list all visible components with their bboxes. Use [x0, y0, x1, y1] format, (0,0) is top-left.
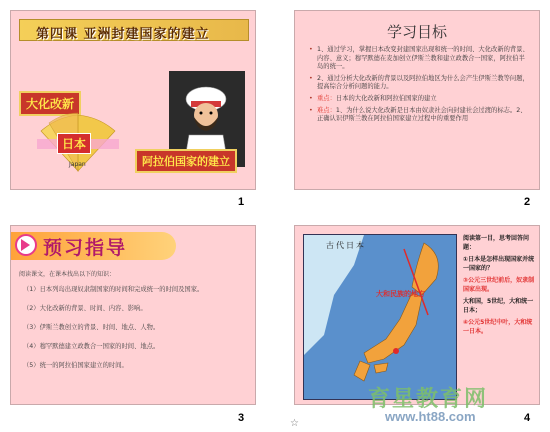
objectives-list [309, 46, 531, 127]
answer-text: ③公元三世纪前后，奴隶制国家出现。 [463, 277, 535, 293]
slide-3-intro: 阅读课文，在课本找出以下的知识： [19, 271, 116, 278]
preview-list [23, 286, 203, 381]
star-icon: ☆ [290, 418, 299, 429]
list-item: • 1、通过学习，掌握日本改变封建国家出现和统一的时间、大化改新的背景、内容、意义；穆罕默德在麦加创立伊斯兰教和建立政教合一国家，阿拉伯半岛的统一。 [309, 46, 529, 71]
question-text: 大和国，5世纪，大和统一日本； [463, 298, 534, 314]
slide-4-questions [463, 234, 535, 339]
slide-2-title: 学习目标 [386, 23, 447, 41]
list-item: • 重点：日本的大化改新和阿拉伯国家的建立 [309, 94, 437, 102]
japan-en-label: Japan [69, 161, 86, 168]
slide-1-thumbnail[interactable] [10, 10, 256, 190]
list-item: • 2、通过分析大化改新的背景以及阿拉伯地区为什么会产生伊斯兰教等问题，提高综合分析问题的能力。 [309, 74, 529, 91]
list-item: （4）穆罕默德建立政教合一国家的时间、地点。 [23, 343, 160, 350]
list-item: （1）日本列岛出现奴隶制国家的时间和完成统一的时间及国家。 [23, 286, 204, 293]
slide-number-1: 1 [238, 196, 245, 208]
question-text: 阅读第一目，思考回答问题： [463, 235, 530, 251]
list-item: （2）大化改新的背景、时间、内容、影响。 [23, 305, 147, 312]
list-item: • 难点：1、为什么说大化改新是日本由奴隶社会向封建社会过渡的标志。2、正确认识伊斯兰教在阿拉伯国家建立过程中的重要作用 [309, 106, 527, 123]
list-item: （3）伊斯兰教创立的背景、时间、地点、人物。 [23, 324, 160, 331]
arab-figure-icon [171, 79, 241, 159]
badge-taika-reform: 大化改新 [19, 91, 81, 116]
slide-number-4: 4 [524, 412, 531, 424]
slide-1-title: 第四课 亚洲封建国家的建立 [36, 27, 210, 42]
japan-map-icon [304, 235, 456, 399]
list-item: （5）统一的阿拉伯国家建立的时间。 [23, 362, 128, 369]
slide-3-title: 预习指导 [43, 237, 128, 259]
answer-text: ④公元5世纪中叶，大和统一日本。 [463, 319, 533, 335]
ancient-japan-map [303, 234, 457, 400]
slide-number-3: 3 [238, 412, 245, 424]
map-label: 大和民族的地方 [376, 290, 425, 298]
japan-label: 日本 [57, 133, 91, 154]
slide-3-thumbnail[interactable] [10, 225, 256, 405]
slide-4-thumbnail[interactable] [294, 225, 540, 405]
watermark-logo: 育星教育网 [368, 387, 489, 412]
question-text: ①日本是怎样出现国家并统一国家的？ [463, 256, 535, 272]
slide-number-2: 2 [524, 196, 531, 208]
play-arrow-icon [15, 234, 37, 256]
badge-arab-state: 阿拉伯国家的建立 [135, 149, 237, 173]
slide-2-thumbnail[interactable] [294, 10, 540, 190]
slide-1-title-bar [19, 19, 249, 41]
watermark-url: www.ht88.com [385, 409, 476, 424]
map-title: 古代日本 [326, 241, 366, 250]
